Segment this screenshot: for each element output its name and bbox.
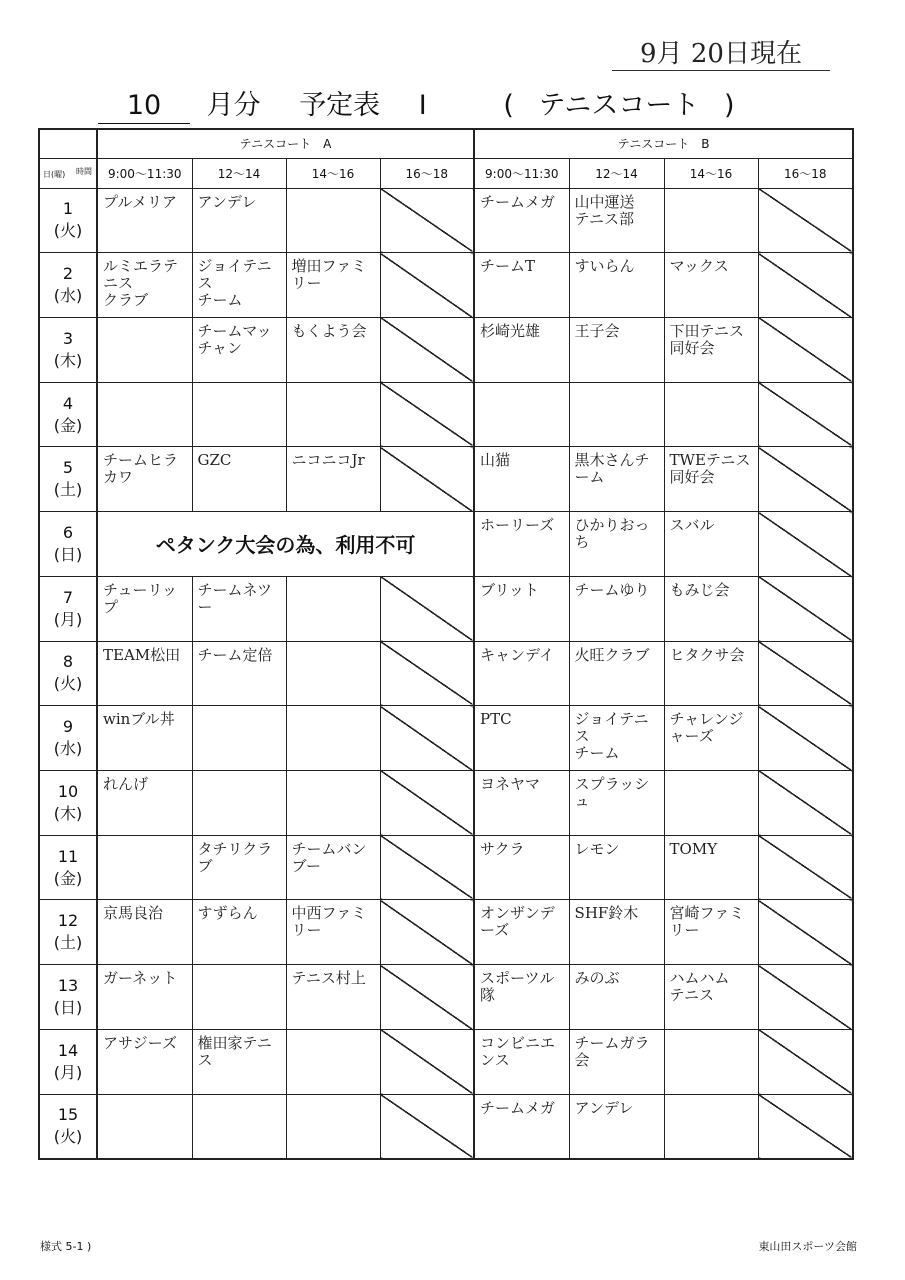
empty-slot [474,382,569,447]
court-b-header: テニスコート B [474,129,853,158]
empty-slot [664,382,758,447]
booking-cell: ジョイテニス チーム [569,706,664,771]
booking-cell: ヒタクサ会 [664,641,758,706]
booking-cell: TWEテニス 同好会 [664,447,758,512]
day-row [39,447,853,512]
day-cell [39,447,97,512]
booking-cell: もくよう会 [286,317,380,382]
empty-slot [97,1094,192,1159]
empty-slot [97,382,192,447]
booking-cell: SHF鈴木 [569,900,664,965]
day-cell [39,900,97,965]
facility-name: 東山田スポーツ会館 [758,1240,857,1253]
booking-cell: スポーツル隊 [474,965,569,1030]
booking-cell: 下田テニス同好会 [664,317,758,382]
empty-slot [286,770,380,835]
empty-slot [664,1029,758,1094]
booking-cell: 増田ファミリー [286,253,380,318]
booking-cell: ホーリーズ [474,512,569,577]
booking-cell: ひかりおっち [569,512,664,577]
booking-cell: もみじ会 [664,576,758,641]
day-weekday: (木) [53,803,83,823]
booking-cell: タチリクラブ [192,835,286,900]
title-month-suffix: 月分 [206,90,261,121]
booking-cell: アサジーズ [97,1029,192,1094]
booking-cell: コンビニエンス [474,1029,569,1094]
day-weekday: (土) [53,933,83,953]
booking-cell: オンザンデーズ [474,900,569,965]
unavailable-slot [380,770,474,835]
day-weekday: (木) [53,350,83,370]
title-facility: テニスコート [538,90,700,121]
title-month: 10 [98,89,190,124]
day-weekday: (水) [53,739,83,759]
booking-cell: ブリット [474,576,569,641]
booking-cell: チームメガ [474,1094,569,1159]
slot-header: 16～18 [380,158,474,188]
day-cell [39,512,97,577]
title-paren-open: ( [503,90,514,121]
booking-cell: ガーネット [97,965,192,1030]
unavailable-slot [758,253,853,318]
day-row [39,188,853,253]
schedule-table [38,128,854,1160]
empty-slot [286,576,380,641]
booking-cell: 黒木さんチーム [569,447,664,512]
slot-header: 12～14 [192,158,286,188]
slot-header: 9:00～11:30 [474,158,569,188]
court-a-header: テニスコート A [97,129,474,158]
booking-cell: チームT [474,253,569,318]
booking-cell: チャレンジャーズ [664,706,758,771]
unavailable-slot [380,382,474,447]
day-row [39,1094,853,1159]
day-row [39,835,853,900]
day-date: 15 [57,1105,79,1125]
unavailable-slot [758,317,853,382]
booking-cell: チームゆり [569,576,664,641]
booking-cell: ハムハム テニス [664,965,758,1030]
day-row [39,317,853,382]
day-cell [39,835,97,900]
booking-cell: スバル [664,512,758,577]
empty-slot [664,770,758,835]
unavailable-slot [758,770,853,835]
booking-cell: プルメリア [97,188,192,253]
booking-cell: アンデレ [569,1094,664,1159]
unavailable-slot [380,900,474,965]
unavailable-slot [380,188,474,253]
booking-cell: れんげ [97,770,192,835]
booking-cell: チームヒラカワ [97,447,192,512]
booking-cell: マックス [664,253,758,318]
unavailable-slot [380,576,474,641]
booking-cell: 火旺クラブ [569,641,664,706]
day-weekday: (金) [53,868,83,888]
booking-cell: ジョイテニス チーム [192,253,286,318]
day-date: 13 [57,975,79,995]
day-weekday: (火) [53,674,83,694]
unavailable-slot [380,706,474,771]
day-date: 5 [62,458,74,478]
empty-slot [286,706,380,771]
booking-cell: チーム定倍 [192,641,286,706]
day-row [39,641,853,706]
booking-cell: テニス村上 [286,965,380,1030]
booking-cell: みのぶ [569,965,664,1030]
unavailable-slot [758,576,853,641]
booking-cell: すいらん [569,253,664,318]
day-date: 12 [57,911,79,931]
booking-cell: GZC [192,447,286,512]
day-weekday: (月) [53,1062,83,1082]
day-date: 3 [62,328,74,348]
booking-cell: 京馬良治 [97,900,192,965]
day-date: 7 [62,587,74,607]
day-cell [39,1094,97,1159]
unavailable-slot [758,965,853,1030]
empty-slot [569,382,664,447]
day-row [39,512,853,577]
court-a-closed-notice: ペタンク大会の為、利用不可 [97,512,474,577]
day-date: 4 [62,393,74,413]
day-row [39,706,853,771]
empty-slot [192,770,286,835]
day-weekday: (日) [53,997,83,1017]
day-date: 1 [62,199,74,219]
day-row [39,382,853,447]
booking-cell: キャンデイ [474,641,569,706]
day-cell [39,965,97,1030]
booking-cell: 宮崎ファミリー [664,900,758,965]
day-row [39,770,853,835]
unavailable-slot [758,900,853,965]
slot-header: 9:00～11:30 [97,158,192,188]
day-cell [39,382,97,447]
schedule-body [39,188,853,1159]
day-cell [39,1029,97,1094]
booking-cell: 山中運送 テニス部 [569,188,664,253]
unavailable-slot [380,1094,474,1159]
booking-cell: チームメガ [474,188,569,253]
booking-cell: アンデレ [192,188,286,253]
empty-slot [664,188,758,253]
unavailable-slot [758,706,853,771]
title-paren-close: ) [724,90,735,121]
day-weekday: (火) [53,221,83,241]
unavailable-slot [758,188,853,253]
day-date: 11 [57,846,79,866]
booking-cell: チームマッチャン [192,317,286,382]
empty-slot [192,706,286,771]
unavailable-slot [380,965,474,1030]
day-weekday: (日) [53,544,83,564]
day-row [39,900,853,965]
day-cell [39,706,97,771]
as-of-date: 9月 20日現在 [612,38,830,71]
unavailable-slot [758,641,853,706]
booking-cell: TEAM松田 [97,641,192,706]
day-weekday: (月) [53,609,83,629]
header-blank [39,129,97,158]
booking-cell: 杉崎光雄 [474,317,569,382]
corner-time-label: 時間 [76,166,92,176]
unavailable-slot [380,1029,474,1094]
unavailable-slot [758,835,853,900]
unavailable-slot [380,447,474,512]
booking-cell: チューリップ [97,576,192,641]
unavailable-slot [758,447,853,512]
booking-cell: ヨネヤマ [474,770,569,835]
empty-slot [192,1094,286,1159]
day-weekday: (火) [53,1127,83,1147]
day-date: 10 [57,781,79,801]
unavailable-slot [380,835,474,900]
booking-cell: 中西ファミリー [286,900,380,965]
unavailable-slot [758,382,853,447]
booking-cell: PTC [474,706,569,771]
booking-cell: ルミエラテニス クラブ [97,253,192,318]
unavailable-slot [758,1029,853,1094]
day-date: 9 [62,717,74,737]
day-date: 8 [62,652,74,672]
booking-cell: チームガラ会 [569,1029,664,1094]
booking-cell: 山猫 [474,447,569,512]
booking-cell: 権田家テニス [192,1029,286,1094]
unavailable-slot [380,641,474,706]
day-date: 14 [57,1040,79,1060]
day-cell [39,253,97,318]
empty-slot [664,1094,758,1159]
booking-cell: 王子会 [569,317,664,382]
day-date: 6 [62,522,74,542]
unavailable-slot [758,1094,853,1159]
title-schedule: 予定表 [299,90,381,121]
day-weekday: (金) [53,415,83,435]
slot-header: 16～18 [758,158,853,188]
day-date: 2 [62,264,74,284]
day-cell [39,188,97,253]
booking-cell: スプラッシュ [569,770,664,835]
empty-slot [192,965,286,1030]
slot-header: 14～16 [286,158,380,188]
day-row [39,576,853,641]
booking-cell: TOMY [664,835,758,900]
day-row [39,965,853,1030]
corner-day-label: 日(曜) [43,169,66,179]
day-weekday: (土) [53,480,83,500]
empty-slot [97,317,192,382]
empty-slot [286,382,380,447]
day-cell [39,770,97,835]
booking-cell: ニコニコJr [286,447,380,512]
day-cell [39,576,97,641]
empty-slot [97,835,192,900]
empty-slot [192,382,286,447]
unavailable-slot [758,512,853,577]
day-row [39,1029,853,1094]
day-cell [39,317,97,382]
empty-slot [286,641,380,706]
day-cell [39,641,97,706]
empty-slot [286,1029,380,1094]
empty-slot [286,1094,380,1159]
booking-cell: チームネツー [192,576,286,641]
page-title [98,86,738,126]
booking-cell: レモン [569,835,664,900]
corner-header [39,158,97,188]
booking-cell: チームバンブー [286,835,380,900]
day-row [39,253,853,318]
booking-cell: すずらん [192,900,286,965]
unavailable-slot [380,317,474,382]
unavailable-slot [380,253,474,318]
day-weekday: (水) [53,286,83,306]
booking-cell: サクラ [474,835,569,900]
title-numeral: I [418,90,427,121]
booking-cell: winブル丼 [97,706,192,771]
slot-header: 12～14 [569,158,664,188]
slot-header: 14～16 [664,158,758,188]
empty-slot [286,188,380,253]
form-number: 様式 5-1 ) [40,1240,92,1253]
